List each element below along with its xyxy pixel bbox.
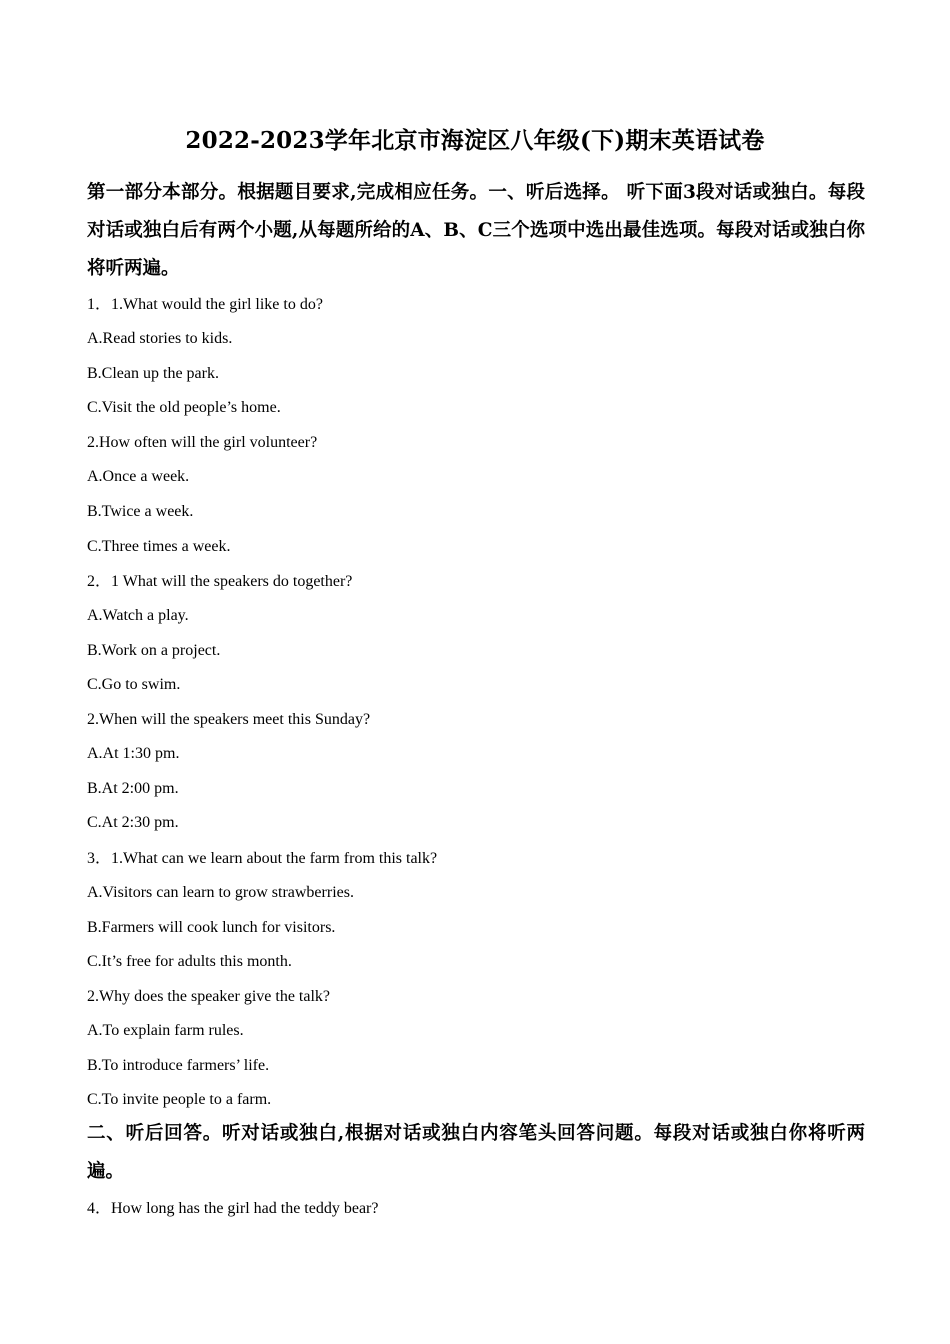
question-3-sub-option-b: B.To introduce farmers’ life. bbox=[87, 1057, 270, 1074]
question-1-sub-option-a: A.Once a week. bbox=[87, 468, 190, 485]
question-3-option-b: B.Farmers will cook lunch for visitors. bbox=[87, 919, 336, 936]
question-4: 4．How long has the girl had the teddy bear? bbox=[87, 1200, 379, 1217]
part-two-instructions: 二、听后回答。听对话或独白,根据对话或独白内容笔头回答问题。每段对话或独白你将听两遍。 bbox=[87, 1123, 865, 1182]
question-2-option-c: C.Go to swim. bbox=[87, 676, 181, 693]
exam-title: 2022-2023学年北京市海淀区八年级(下)期末英语试卷 bbox=[185, 127, 765, 154]
question-3: 3．1.What can we learn about the farm from this talk? bbox=[87, 850, 438, 867]
question-3-option-a: A.Visitors can learn to grow strawberries. bbox=[87, 884, 354, 901]
question-1-option-b: B.Clean up the park. bbox=[87, 365, 219, 382]
question-2-option-a: A.Watch a play. bbox=[87, 607, 189, 624]
question-1-sub-question: 2.How often will the girl volunteer? bbox=[87, 434, 318, 451]
question-1-sub-option-b: B.Twice a week. bbox=[87, 503, 194, 520]
question-3-sub-option-a: A.To explain farm rules. bbox=[87, 1022, 244, 1039]
question-2: 2．1 What will the speakers do together? bbox=[87, 573, 353, 590]
question-3-option-c: C.It’s free for adults this month. bbox=[87, 953, 292, 970]
question-2-sub-option-b: B.At 2:00 pm. bbox=[87, 780, 179, 797]
question-1: 1．1.What would the girl like to do? bbox=[87, 296, 323, 313]
question-2-sub-option-c: C.At 2:30 pm. bbox=[87, 814, 179, 831]
question-1-sub-option-c: C.Three times a week. bbox=[87, 538, 231, 555]
part-one-instructions: 第一部分本部分。根据题目要求,完成相应任务。一、听后选择。 听下面3段对话或独白。每段对话或独白后有两个小题,从每题所给的A、B、C三个选项中选出最佳选项。每段对话或独白你将听两遍。 bbox=[87, 182, 865, 279]
question-3-sub-option-c: C.To invite people to a farm. bbox=[87, 1091, 272, 1108]
question-2-sub-option-a: A.At 1:30 pm. bbox=[87, 745, 180, 762]
question-1-option-c: C.Visit the old people’s home. bbox=[87, 399, 281, 416]
question-2-option-b: B.Work on a project. bbox=[87, 642, 221, 659]
question-1-option-a: A.Read stories to kids. bbox=[87, 330, 233, 347]
question-3-sub-question: 2.Why does the speaker give the talk? bbox=[87, 988, 331, 1005]
question-2-sub-question: 2.When will the speakers meet this Sunday? bbox=[87, 711, 371, 728]
